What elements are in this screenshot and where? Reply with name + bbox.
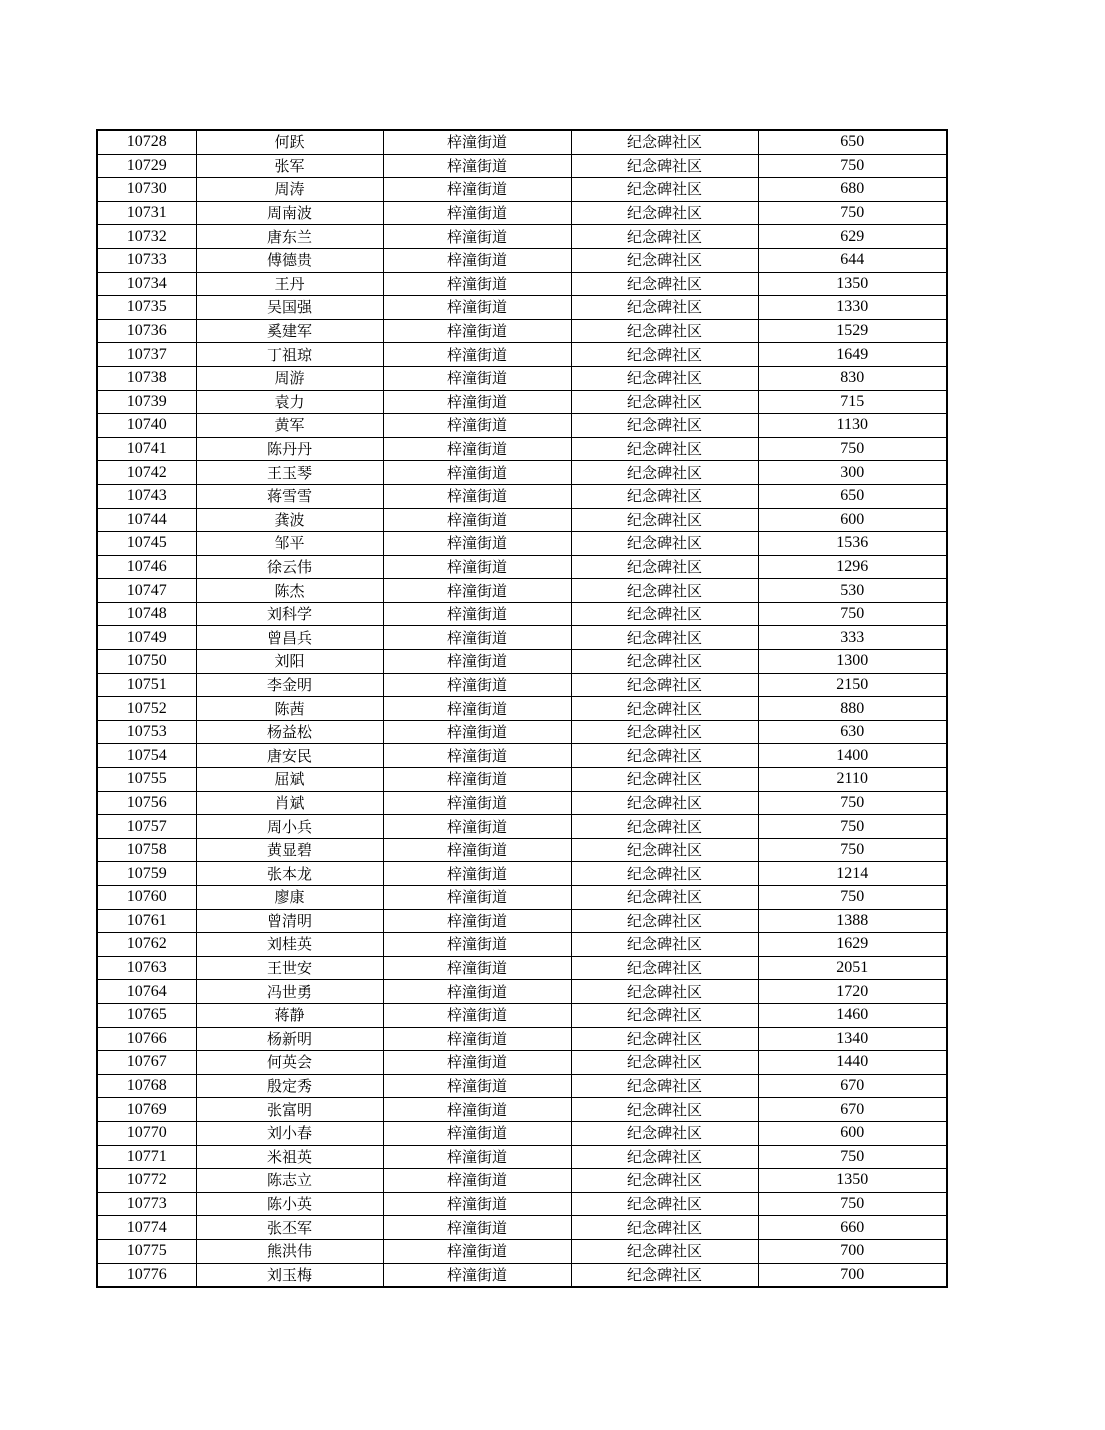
table-row — [97, 1074, 947, 1098]
serial-number-cell: 10740 — [97, 414, 196, 438]
community-cell: 纪念碑社区 — [571, 248, 758, 272]
amount-cell: 750 — [758, 602, 947, 626]
name-cell: 王世安 — [196, 956, 383, 980]
name-cell: 周涛 — [196, 178, 383, 202]
table-row — [97, 956, 947, 980]
street-cell: 梓潼街道 — [383, 791, 571, 815]
serial-number-cell: 10747 — [97, 579, 196, 603]
name-cell: 唐东兰 — [196, 225, 383, 249]
table-row — [97, 414, 947, 438]
serial-number-cell: 10736 — [97, 319, 196, 343]
amount-cell: 750 — [758, 791, 947, 815]
community-cell: 纪念碑社区 — [571, 366, 758, 390]
serial-number-cell: 10750 — [97, 650, 196, 674]
street-cell: 梓潼街道 — [383, 886, 571, 910]
serial-number-cell: 10733 — [97, 248, 196, 272]
street-cell: 梓潼街道 — [383, 414, 571, 438]
table-row — [97, 366, 947, 390]
community-cell: 纪念碑社区 — [571, 390, 758, 414]
serial-number-cell: 10764 — [97, 980, 196, 1004]
name-cell: 张富明 — [196, 1098, 383, 1122]
community-cell: 纪念碑社区 — [571, 862, 758, 886]
street-cell: 梓潼街道 — [383, 1098, 571, 1122]
table-row — [97, 532, 947, 556]
street-cell: 梓潼街道 — [383, 909, 571, 933]
community-cell: 纪念碑社区 — [571, 296, 758, 320]
serial-number-cell: 10739 — [97, 390, 196, 414]
name-cell: 傅德贵 — [196, 248, 383, 272]
name-cell: 陈丹丹 — [196, 437, 383, 461]
name-cell: 奚建军 — [196, 319, 383, 343]
community-cell: 纪念碑社区 — [571, 673, 758, 697]
table-row — [97, 1263, 947, 1287]
street-cell: 梓潼街道 — [383, 1239, 571, 1263]
community-cell: 纪念碑社区 — [571, 697, 758, 721]
table-row — [97, 319, 947, 343]
table-row — [97, 980, 947, 1004]
serial-number-cell: 10771 — [97, 1145, 196, 1169]
name-cell: 殷定秀 — [196, 1074, 383, 1098]
amount-cell: 629 — [758, 225, 947, 249]
table-row — [97, 178, 947, 202]
community-cell: 纪念碑社区 — [571, 744, 758, 768]
community-cell: 纪念碑社区 — [571, 1145, 758, 1169]
table-row — [97, 555, 947, 579]
community-cell: 纪念碑社区 — [571, 909, 758, 933]
table-row — [97, 626, 947, 650]
serial-number-cell: 10772 — [97, 1169, 196, 1193]
table-row — [97, 130, 947, 154]
street-cell: 梓潼街道 — [383, 225, 571, 249]
community-cell: 纪念碑社区 — [571, 791, 758, 815]
amount-cell: 750 — [758, 1145, 947, 1169]
name-cell: 杨新明 — [196, 1027, 383, 1051]
street-cell: 梓潼街道 — [383, 744, 571, 768]
name-cell: 陈志立 — [196, 1169, 383, 1193]
community-cell: 纪念碑社区 — [571, 838, 758, 862]
community-cell: 纪念碑社区 — [571, 178, 758, 202]
community-cell: 纪念碑社区 — [571, 1169, 758, 1193]
table-row — [97, 1098, 947, 1122]
table-row — [97, 1239, 947, 1263]
community-cell: 纪念碑社区 — [571, 626, 758, 650]
table-row — [97, 791, 947, 815]
serial-number-cell: 10753 — [97, 720, 196, 744]
name-cell: 徐云伟 — [196, 555, 383, 579]
community-cell: 纪念碑社区 — [571, 602, 758, 626]
table-row — [97, 886, 947, 910]
community-cell: 纪念碑社区 — [571, 980, 758, 1004]
street-cell: 梓潼街道 — [383, 673, 571, 697]
amount-cell: 750 — [758, 154, 947, 178]
community-cell: 纪念碑社区 — [571, 343, 758, 367]
table-body — [97, 130, 947, 1287]
amount-cell: 750 — [758, 886, 947, 910]
name-cell: 王丹 — [196, 272, 383, 296]
name-cell: 何英会 — [196, 1051, 383, 1075]
street-cell: 梓潼街道 — [383, 579, 571, 603]
name-cell: 蒋雪雪 — [196, 484, 383, 508]
serial-number-cell: 10757 — [97, 815, 196, 839]
name-cell: 周南波 — [196, 201, 383, 225]
table-row — [97, 248, 947, 272]
community-cell: 纪念碑社区 — [571, 1027, 758, 1051]
amount-cell: 2150 — [758, 673, 947, 697]
name-cell: 张本龙 — [196, 862, 383, 886]
serial-number-cell: 10776 — [97, 1263, 196, 1287]
amount-cell: 1400 — [758, 744, 947, 768]
street-cell: 梓潼街道 — [383, 862, 571, 886]
serial-number-cell: 10744 — [97, 508, 196, 532]
amount-cell: 880 — [758, 697, 947, 721]
table-row — [97, 508, 947, 532]
table-row — [97, 390, 947, 414]
serial-number-cell: 10766 — [97, 1027, 196, 1051]
street-cell: 梓潼街道 — [383, 720, 571, 744]
community-cell: 纪念碑社区 — [571, 461, 758, 485]
street-cell: 梓潼街道 — [383, 980, 571, 1004]
data-table — [96, 129, 948, 1288]
name-cell: 李金明 — [196, 673, 383, 697]
amount-cell: 1340 — [758, 1027, 947, 1051]
table-row — [97, 933, 947, 957]
amount-cell: 1300 — [758, 650, 947, 674]
serial-number-cell: 10770 — [97, 1121, 196, 1145]
serial-number-cell: 10773 — [97, 1192, 196, 1216]
serial-number-cell: 10731 — [97, 201, 196, 225]
name-cell: 周小兵 — [196, 815, 383, 839]
amount-cell: 1130 — [758, 414, 947, 438]
community-cell: 纪念碑社区 — [571, 272, 758, 296]
serial-number-cell: 10730 — [97, 178, 196, 202]
amount-cell: 2051 — [758, 956, 947, 980]
community-cell: 纪念碑社区 — [571, 201, 758, 225]
community-cell: 纪念碑社区 — [571, 1121, 758, 1145]
serial-number-cell: 10735 — [97, 296, 196, 320]
amount-cell: 2110 — [758, 768, 947, 792]
street-cell: 梓潼街道 — [383, 1003, 571, 1027]
street-cell: 梓潼街道 — [383, 1145, 571, 1169]
amount-cell: 630 — [758, 720, 947, 744]
table-row — [97, 744, 947, 768]
serial-number-cell: 10743 — [97, 484, 196, 508]
amount-cell: 1214 — [758, 862, 947, 886]
street-cell: 梓潼街道 — [383, 248, 571, 272]
street-cell: 梓潼街道 — [383, 484, 571, 508]
street-cell: 梓潼街道 — [383, 768, 571, 792]
name-cell: 曾昌兵 — [196, 626, 383, 650]
street-cell: 梓潼街道 — [383, 461, 571, 485]
serial-number-cell: 10752 — [97, 697, 196, 721]
table-row — [97, 343, 947, 367]
table-row — [97, 272, 947, 296]
name-cell: 黄军 — [196, 414, 383, 438]
amount-cell: 1649 — [758, 343, 947, 367]
name-cell: 张军 — [196, 154, 383, 178]
amount-cell: 750 — [758, 815, 947, 839]
serial-number-cell: 10761 — [97, 909, 196, 933]
table-row — [97, 697, 947, 721]
name-cell: 刘桂英 — [196, 933, 383, 957]
street-cell: 梓潼街道 — [383, 532, 571, 556]
amount-cell: 700 — [758, 1239, 947, 1263]
street-cell: 梓潼街道 — [383, 508, 571, 532]
amount-cell: 333 — [758, 626, 947, 650]
name-cell: 周游 — [196, 366, 383, 390]
street-cell: 梓潼街道 — [383, 296, 571, 320]
name-cell: 唐安民 — [196, 744, 383, 768]
amount-cell: 750 — [758, 201, 947, 225]
table-row — [97, 225, 947, 249]
community-cell: 纪念碑社区 — [571, 1003, 758, 1027]
street-cell: 梓潼街道 — [383, 1121, 571, 1145]
serial-number-cell: 10768 — [97, 1074, 196, 1098]
amount-cell: 750 — [758, 1192, 947, 1216]
amount-cell: 670 — [758, 1098, 947, 1122]
name-cell: 廖康 — [196, 886, 383, 910]
name-cell: 张丕军 — [196, 1216, 383, 1240]
community-cell: 纪念碑社区 — [571, 225, 758, 249]
table-row — [97, 1003, 947, 1027]
community-cell: 纪念碑社区 — [571, 1239, 758, 1263]
serial-number-cell: 10760 — [97, 886, 196, 910]
table-row — [97, 720, 947, 744]
serial-number-cell: 10762 — [97, 933, 196, 957]
name-cell: 黄显碧 — [196, 838, 383, 862]
community-cell: 纪念碑社区 — [571, 130, 758, 154]
community-cell: 纪念碑社区 — [571, 414, 758, 438]
amount-cell: 750 — [758, 838, 947, 862]
amount-cell: 680 — [758, 178, 947, 202]
name-cell: 刘阳 — [196, 650, 383, 674]
community-cell: 纪念碑社区 — [571, 437, 758, 461]
street-cell: 梓潼街道 — [383, 650, 571, 674]
name-cell: 袁力 — [196, 390, 383, 414]
street-cell: 梓潼街道 — [383, 178, 571, 202]
community-cell: 纪念碑社区 — [571, 319, 758, 343]
serial-number-cell: 10738 — [97, 366, 196, 390]
serial-number-cell: 10749 — [97, 626, 196, 650]
community-cell: 纪念碑社区 — [571, 956, 758, 980]
name-cell: 丁祖琼 — [196, 343, 383, 367]
street-cell: 梓潼街道 — [383, 815, 571, 839]
community-cell: 纪念碑社区 — [571, 532, 758, 556]
table-row — [97, 838, 947, 862]
table-row — [97, 1121, 947, 1145]
community-cell: 纪念碑社区 — [571, 1192, 758, 1216]
amount-cell: 1350 — [758, 1169, 947, 1193]
amount-cell: 1440 — [758, 1051, 947, 1075]
name-cell: 米祖英 — [196, 1145, 383, 1169]
name-cell: 肖斌 — [196, 791, 383, 815]
community-cell: 纪念碑社区 — [571, 933, 758, 957]
serial-number-cell: 10775 — [97, 1239, 196, 1263]
serial-number-cell: 10755 — [97, 768, 196, 792]
table-row — [97, 650, 947, 674]
amount-cell: 715 — [758, 390, 947, 414]
street-cell: 梓潼街道 — [383, 201, 571, 225]
community-cell: 纪念碑社区 — [571, 768, 758, 792]
street-cell: 梓潼街道 — [383, 366, 571, 390]
table-row — [97, 673, 947, 697]
street-cell: 梓潼街道 — [383, 555, 571, 579]
street-cell: 梓潼街道 — [383, 1263, 571, 1287]
amount-cell: 1296 — [758, 555, 947, 579]
serial-number-cell: 10732 — [97, 225, 196, 249]
table-row — [97, 1169, 947, 1193]
serial-number-cell: 10758 — [97, 838, 196, 862]
table-row — [97, 602, 947, 626]
serial-number-cell: 10769 — [97, 1098, 196, 1122]
table-row — [97, 484, 947, 508]
amount-cell: 300 — [758, 461, 947, 485]
table-row — [97, 1027, 947, 1051]
amount-cell: 660 — [758, 1216, 947, 1240]
street-cell: 梓潼街道 — [383, 1074, 571, 1098]
community-cell: 纪念碑社区 — [571, 579, 758, 603]
street-cell: 梓潼街道 — [383, 1027, 571, 1051]
amount-cell: 600 — [758, 508, 947, 532]
table-row — [97, 296, 947, 320]
serial-number-cell: 10737 — [97, 343, 196, 367]
name-cell: 邹平 — [196, 532, 383, 556]
community-cell: 纪念碑社区 — [571, 815, 758, 839]
table-row — [97, 909, 947, 933]
name-cell: 吴国强 — [196, 296, 383, 320]
serial-number-cell: 10745 — [97, 532, 196, 556]
street-cell: 梓潼街道 — [383, 1169, 571, 1193]
street-cell: 梓潼街道 — [383, 343, 571, 367]
table-row — [97, 437, 947, 461]
street-cell: 梓潼街道 — [383, 602, 571, 626]
name-cell: 屈斌 — [196, 768, 383, 792]
street-cell: 梓潼街道 — [383, 626, 571, 650]
serial-number-cell: 10742 — [97, 461, 196, 485]
name-cell: 王玉琴 — [196, 461, 383, 485]
community-cell: 纪念碑社区 — [571, 1263, 758, 1287]
amount-cell: 650 — [758, 130, 947, 154]
amount-cell: 1629 — [758, 933, 947, 957]
name-cell: 蒋静 — [196, 1003, 383, 1027]
serial-number-cell: 10746 — [97, 555, 196, 579]
amount-cell: 1720 — [758, 980, 947, 1004]
amount-cell: 1460 — [758, 1003, 947, 1027]
name-cell: 陈茜 — [196, 697, 383, 721]
street-cell: 梓潼街道 — [383, 319, 571, 343]
table-row — [97, 1145, 947, 1169]
serial-number-cell: 10767 — [97, 1051, 196, 1075]
amount-cell: 530 — [758, 579, 947, 603]
amount-cell: 1350 — [758, 272, 947, 296]
community-cell: 纪念碑社区 — [571, 720, 758, 744]
street-cell: 梓潼街道 — [383, 390, 571, 414]
table-row — [97, 201, 947, 225]
table-row — [97, 1192, 947, 1216]
name-cell: 刘科学 — [196, 602, 383, 626]
serial-number-cell: 10756 — [97, 791, 196, 815]
name-cell: 刘小春 — [196, 1121, 383, 1145]
serial-number-cell: 10774 — [97, 1216, 196, 1240]
amount-cell: 670 — [758, 1074, 947, 1098]
serial-number-cell: 10734 — [97, 272, 196, 296]
name-cell: 刘玉梅 — [196, 1263, 383, 1287]
amount-cell: 650 — [758, 484, 947, 508]
amount-cell: 644 — [758, 248, 947, 272]
street-cell: 梓潼街道 — [383, 130, 571, 154]
serial-number-cell: 10741 — [97, 437, 196, 461]
amount-cell: 600 — [758, 1121, 947, 1145]
name-cell: 陈小英 — [196, 1192, 383, 1216]
table-row — [97, 1216, 947, 1240]
table-row — [97, 461, 947, 485]
amount-cell: 1388 — [758, 909, 947, 933]
table-row — [97, 579, 947, 603]
serial-number-cell: 10765 — [97, 1003, 196, 1027]
street-cell: 梓潼街道 — [383, 933, 571, 957]
community-cell: 纪念碑社区 — [571, 484, 758, 508]
serial-number-cell: 10751 — [97, 673, 196, 697]
table-row — [97, 1051, 947, 1075]
community-cell: 纪念碑社区 — [571, 508, 758, 532]
community-cell: 纪念碑社区 — [571, 154, 758, 178]
street-cell: 梓潼街道 — [383, 956, 571, 980]
community-cell: 纪念碑社区 — [571, 1098, 758, 1122]
serial-number-cell: 10754 — [97, 744, 196, 768]
serial-number-cell: 10759 — [97, 862, 196, 886]
amount-cell: 1529 — [758, 319, 947, 343]
street-cell: 梓潼街道 — [383, 1216, 571, 1240]
amount-cell: 1536 — [758, 532, 947, 556]
amount-cell: 1330 — [758, 296, 947, 320]
name-cell: 熊洪伟 — [196, 1239, 383, 1263]
serial-number-cell: 10748 — [97, 602, 196, 626]
name-cell: 陈杰 — [196, 579, 383, 603]
community-cell: 纪念碑社区 — [571, 555, 758, 579]
street-cell: 梓潼街道 — [383, 437, 571, 461]
community-cell: 纪念碑社区 — [571, 1074, 758, 1098]
street-cell: 梓潼街道 — [383, 1192, 571, 1216]
name-cell: 何跃 — [196, 130, 383, 154]
table-row — [97, 768, 947, 792]
street-cell: 梓潼街道 — [383, 1051, 571, 1075]
name-cell: 杨益松 — [196, 720, 383, 744]
street-cell: 梓潼街道 — [383, 272, 571, 296]
amount-cell: 830 — [758, 366, 947, 390]
table-row — [97, 154, 947, 178]
amount-cell: 700 — [758, 1263, 947, 1287]
community-cell: 纪念碑社区 — [571, 1216, 758, 1240]
community-cell: 纪念碑社区 — [571, 886, 758, 910]
name-cell: 龚波 — [196, 508, 383, 532]
community-cell: 纪念碑社区 — [571, 1051, 758, 1075]
street-cell: 梓潼街道 — [383, 838, 571, 862]
serial-number-cell: 10728 — [97, 130, 196, 154]
table-row — [97, 862, 947, 886]
serial-number-cell: 10729 — [97, 154, 196, 178]
serial-number-cell: 10763 — [97, 956, 196, 980]
table-row — [97, 815, 947, 839]
amount-cell: 750 — [758, 437, 947, 461]
name-cell: 冯世勇 — [196, 980, 383, 1004]
street-cell: 梓潼街道 — [383, 697, 571, 721]
street-cell: 梓潼街道 — [383, 154, 571, 178]
community-cell: 纪念碑社区 — [571, 650, 758, 674]
name-cell: 曾清明 — [196, 909, 383, 933]
